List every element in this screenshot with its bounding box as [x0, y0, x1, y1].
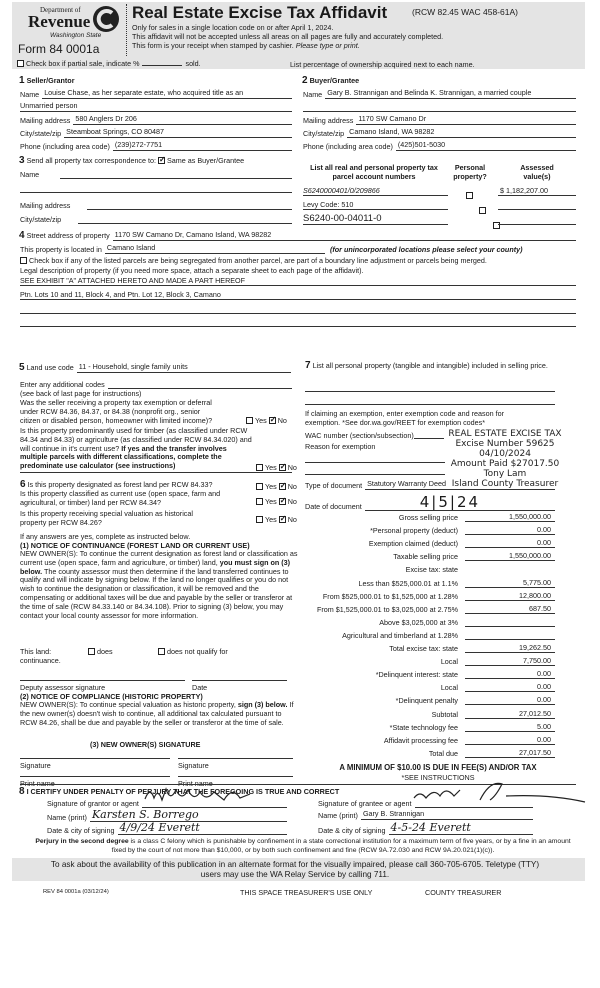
- t: The county assessor must then determine if the land transferred continues to qualify and will indicate by signing below. If the land no longer qualifies or you do not wish to continue the designation or classification, it will be removed and the compensating or additional taxes will be due and payable by the seller or transferor at the time of sale (RCW 84.33.140 or 84.34.108). Prior to signing (3) below, you may contact your local county assessor for more information.: [20, 566, 293, 620]
- yes-checkbox[interactable]: [256, 483, 263, 490]
- value: [60, 178, 292, 179]
- label: Mailing address: [303, 116, 354, 125]
- value: [415, 807, 533, 808]
- label: Date & city of signing: [47, 826, 115, 835]
- yes-checkbox[interactable]: [256, 516, 263, 523]
- section-number: 8: [19, 786, 25, 797]
- segregate-label: Check box if any of the listed parcels are being segregated from another parcel, are part of a boundary line adjustment or parcels being merged.: [29, 256, 487, 265]
- notice-continuance-text: [20, 550, 298, 620]
- fee-value[interactable]: 1,550,000.00: [465, 551, 555, 561]
- fee-label: *Delinquent penalty: [395, 696, 458, 706]
- rev-number: REV 84 0001a (03/12/24): [43, 889, 109, 895]
- corr-mailing-field[interactable]: [20, 199, 292, 210]
- section-number: 5: [19, 362, 25, 373]
- fee-value[interactable]: [465, 617, 555, 627]
- label: City/state/zip: [20, 129, 62, 138]
- fee-value[interactable]: 7,750.00: [465, 656, 555, 666]
- fee-value[interactable]: 27,017.50: [465, 748, 555, 758]
- value: Steamboat Springs, CO 80487: [64, 127, 292, 138]
- fee-label: From $1,525,000.01 to $3,025,000 at 2.75%: [316, 604, 458, 614]
- value: (425)501-5030: [396, 140, 576, 151]
- page-title: Real Estate Excise Tax Affidavit: [132, 3, 388, 22]
- correspondence-label: Send all property tax correspondence to:: [26, 156, 157, 165]
- h: value(s): [523, 172, 551, 181]
- t: NEW OWNER(S): To continue the current designation as forest land or classification as current use (open space, farm and agriculture, or timber) land,: [20, 549, 298, 567]
- corr-city-field[interactable]: [20, 213, 292, 224]
- revenue-logo: Revenue: [28, 12, 91, 31]
- header-line-1: Only for sales in a single location code on or after April 1, 2024.: [132, 23, 334, 32]
- historic-question: Is this property receiving special valuation as historical property per RCW 84.26?: [20, 509, 193, 527]
- fee-label: Total excise tax: state: [389, 644, 458, 653]
- label: Enter any additional codes: [20, 380, 105, 389]
- yes-checkbox[interactable]: [256, 464, 263, 471]
- value: 11 - Household, single family units: [77, 362, 291, 373]
- label: Name: [303, 90, 323, 99]
- yes-checkbox[interactable]: [256, 498, 263, 505]
- no-checkbox[interactable]: [269, 417, 276, 424]
- rcw-reference: (RCW 82.45 WAC 458-61A): [412, 7, 518, 17]
- signature-line[interactable]: [178, 758, 293, 759]
- value: [78, 223, 292, 224]
- fee-label: Taxable selling price: [393, 552, 458, 562]
- historic-yes-no: [256, 515, 297, 524]
- wac-label: WAC number (section/subsection): [305, 431, 414, 440]
- label: Type of document: [305, 481, 363, 490]
- fee-value[interactable]: 5.00: [465, 722, 555, 732]
- label: Date & city of signing: [318, 826, 386, 835]
- yes-checkbox[interactable]: [246, 417, 253, 424]
- fee-label: Local: [440, 657, 458, 667]
- fee-value[interactable]: [465, 630, 555, 640]
- yes-label: Yes: [265, 482, 277, 491]
- current-use-yes-no: [256, 497, 297, 506]
- fee-label: Gross selling price: [398, 513, 458, 522]
- t: you must sign on (3) below.: [20, 557, 291, 576]
- buyer-heading: [302, 75, 359, 86]
- q2b: If yes and the transfer involves multiple parcels with different classifications, complete the predominate use calculator (see instructions): [20, 443, 227, 471]
- form-number: Form 84 0001a: [18, 42, 100, 56]
- t: sign (3) below.: [237, 700, 288, 709]
- correspondence-heading: [19, 155, 244, 166]
- seller-heading-label: Seller/Grantor: [26, 76, 75, 85]
- legal-line-2[interactable]: Ptn. Lots 10 and 11, Block 4, and Ptn. Lot 12, Block 3, Camano: [20, 290, 576, 300]
- value: 4/9/24 Everett: [118, 822, 287, 835]
- fee-value[interactable]: 0.00: [465, 695, 555, 705]
- partial-sale-label: Check box if partial sale, indicate %: [26, 59, 140, 68]
- header-line-3a: This form is your receipt when stamped by cashier.: [132, 41, 296, 50]
- label: Signature of grantor or agent: [47, 799, 139, 808]
- value: (239)272-7751: [113, 140, 292, 151]
- yes-label: Yes: [265, 497, 277, 506]
- forest-yes-no: [256, 482, 297, 491]
- personal-checkbox[interactable]: [479, 207, 486, 214]
- county-treasurer: COUNTY TREASURER: [425, 888, 502, 897]
- grantee-date-field[interactable]: [318, 822, 533, 835]
- grantor-signature-icon: [140, 784, 290, 806]
- fee-label: From $525,000.01 to $1,525,000 at 1.28%: [322, 591, 458, 601]
- personal-property-line[interactable]: [305, 404, 555, 405]
- new-owner-sig-title: (3) NEW OWNER(S) SIGNATURE: [90, 740, 201, 749]
- divider: [20, 472, 292, 473]
- fee-value[interactable]: 687.50: [465, 604, 555, 614]
- segregate-row: [20, 256, 487, 265]
- sold-label: sold.: [185, 59, 201, 68]
- t: Perjury in the second degree: [35, 838, 129, 845]
- stamp-line: REAL ESTATE EXCISE TAX: [448, 429, 562, 439]
- legal-line-3[interactable]: [20, 313, 576, 314]
- fee-value[interactable]: 0.00: [465, 669, 555, 679]
- fee-value[interactable]: 27,012.50: [465, 709, 555, 719]
- signature-label: Signature: [178, 761, 209, 770]
- no-label: No: [287, 497, 297, 506]
- value: 1170 SW Camano Dr: [356, 114, 576, 125]
- dept-of: Department of: [40, 6, 81, 14]
- header-line-3b: Please type or print.: [295, 41, 360, 50]
- label: Mailing address: [20, 201, 71, 210]
- h: Assessed: [520, 163, 554, 172]
- label: City/state/zip: [20, 215, 62, 224]
- located-in-field[interactable]: [20, 243, 325, 254]
- does-not-label: does not qualify for: [167, 647, 228, 656]
- deputy-date-label: Date: [192, 683, 208, 692]
- seller-name-2-field[interactable]: [20, 101, 292, 112]
- value: Camano Island, WA 98282: [347, 127, 576, 138]
- exemption-question: Was the seller receiving a property tax exemption or deferral under RCW 84.36, 84.37, or 84.38 (nonprofit org., senior citizen or disabled person, homeowner with limited income)?: [20, 398, 213, 425]
- value: Louise Chase, as her separate estate, who acquired title as an: [42, 88, 292, 99]
- does-not-checkbox[interactable]: [158, 648, 165, 655]
- fee-label: Less than $525,000.01 at 1.1%: [358, 578, 458, 588]
- label: Land use code: [26, 363, 74, 372]
- no-checkbox[interactable]: [279, 516, 286, 523]
- minimum-due: A MINIMUM OF $10.00 IS DUE IN FEE(S) AND/OR TAX: [339, 763, 537, 772]
- stamp-line: 04/10/2024: [479, 449, 531, 459]
- fee-label: Above $3,025,000 at 3%: [379, 617, 458, 627]
- parcel-col-header: [303, 163, 445, 181]
- print-name-label: Print name: [178, 779, 213, 788]
- fee-label: *Personal property (deduct): [370, 526, 458, 536]
- yes-label: Yes: [265, 515, 277, 524]
- document-date-field[interactable]: [305, 497, 555, 511]
- no-label: No: [277, 416, 287, 425]
- value: Statutory Warranty Deed: [365, 479, 555, 490]
- label: Phone (including area code): [20, 142, 110, 151]
- q2-yes-no: [256, 463, 297, 472]
- value: Gary B. Strannigan: [361, 809, 533, 820]
- buyer-mailing-field[interactable]: [303, 114, 576, 125]
- value: [142, 807, 287, 808]
- header-line-3: [132, 41, 360, 50]
- seller-mailing-field[interactable]: [20, 114, 292, 125]
- label: Phone (including area code): [303, 142, 393, 151]
- signature-line[interactable]: [20, 758, 170, 759]
- t: List all personal property (tangible and intangible) included in selling price.: [312, 361, 548, 370]
- fee-label: Excise tax: state: [405, 565, 458, 575]
- fee-value[interactable]: 5,775.00: [465, 578, 555, 588]
- label: Name: [20, 90, 40, 99]
- section-number: 2: [302, 75, 308, 86]
- corr-name-field[interactable]: [20, 168, 292, 179]
- print-name-label: Print name: [20, 779, 55, 788]
- print-name-line[interactable]: [178, 776, 293, 777]
- personal-col-header: [450, 163, 490, 181]
- personal-property-line[interactable]: [305, 391, 555, 392]
- buyer-name-2-line[interactable]: [303, 111, 576, 112]
- see-instructions: *SEE INSTRUCTIONS: [401, 773, 475, 782]
- fee-label: *State technology fee: [389, 722, 458, 732]
- continuance-label: continuance.: [20, 656, 61, 665]
- if-yes-note: If any answers are yes, complete as instructed below.: [20, 532, 191, 541]
- does-checkbox[interactable]: [88, 648, 95, 655]
- yes-label: Yes: [255, 416, 267, 425]
- value: 4-5-24 Everett: [389, 822, 533, 835]
- does-not-option: [158, 647, 228, 656]
- document-type-field[interactable]: [305, 479, 555, 490]
- treasurer-use: THIS SPACE TREASURER'S USE ONLY: [240, 888, 373, 897]
- h: property?: [453, 172, 487, 181]
- stamp-line: Excise Number 59625: [455, 439, 555, 449]
- t: I CERTIFY UNDER PENALTY OF PERJURY THAT THE FOREGOING IS TRUE AND CORRECT: [26, 787, 340, 796]
- corr-name-2-line[interactable]: [20, 192, 292, 193]
- reason-line[interactable]: [305, 462, 445, 463]
- personal-property-label: [305, 362, 555, 371]
- grantee-signature-icon: [410, 776, 590, 806]
- q2a: Is this property predominantly used for timber (as classified under RCW 84.34 and 84.33) or agriculture (as classified under RCW 84.34.020) and will continue in it's current use?: [20, 426, 252, 453]
- label: Mailing address: [20, 116, 71, 125]
- section-number: 6: [20, 479, 26, 490]
- header-line-2: This affidavit will not be accepted unless all areas on all pages are fully and accurately completed.: [132, 32, 444, 41]
- label: Name (print): [47, 813, 87, 822]
- section-number: 7: [305, 360, 311, 371]
- grantee-name-field[interactable]: [318, 809, 533, 820]
- assessed-col-header: [498, 163, 576, 181]
- value: Unmarried person: [20, 101, 292, 112]
- section-number: 3: [19, 155, 25, 166]
- value: [87, 209, 292, 210]
- assessed-value[interactable]: [498, 200, 576, 210]
- legal-line-1[interactable]: SEE EXHIBIT "A" ATTACHED HERETO AND MADE A PART HEREOF: [20, 276, 576, 286]
- assessed-value[interactable]: $ 1,182,207.00: [498, 186, 576, 196]
- fee-value[interactable]: 12,800.00: [465, 591, 555, 601]
- parcel-row[interactable]: Levy Code: 510: [303, 200, 448, 210]
- land-use-field[interactable]: [19, 362, 291, 373]
- section-number: 1: [19, 75, 25, 86]
- no-label: No: [287, 515, 297, 524]
- accessibility-notice: To ask about the availability of this publication in an alternate format for the visually impaired, please call 360-705-6705. Teletype (TTY) users may use the WA Relay Service by calling 711.: [50, 860, 540, 879]
- deputy-date-line[interactable]: [192, 680, 287, 681]
- reason-label: Reason for exemption: [305, 442, 376, 451]
- buyer-city-field[interactable]: [303, 127, 576, 138]
- label: Name: [20, 170, 40, 179]
- personal-checkbox[interactable]: [466, 192, 473, 199]
- washington-state: Washington State: [50, 32, 102, 39]
- buyer-heading-label: Buyer/Grantee: [309, 76, 360, 85]
- legal-line-4[interactable]: [20, 326, 576, 327]
- grantor-date-field[interactable]: [47, 822, 287, 835]
- same-as-buyer-checkbox[interactable]: [158, 157, 165, 164]
- h: parcel account numbers: [332, 172, 416, 181]
- fee-label: Agricultural and timberland at 1.28%: [342, 630, 458, 640]
- yes-label: Yes: [265, 463, 277, 472]
- fee-value[interactable]: 0.00: [465, 538, 555, 548]
- stamp-line: Island County Treasurer: [451, 479, 559, 489]
- t: If the new owner(s) doesn't wish to continue, all additional tax calculated pursuant to RCW 84.26, shall be due and payable by the seller or transferor at the time of sale.: [20, 700, 294, 727]
- notice-compliance-title: (2) NOTICE OF COMPLIANCE (HISTORIC PROPERTY): [20, 692, 203, 701]
- timber-question: [20, 427, 252, 471]
- no-checkbox[interactable]: [279, 498, 286, 505]
- legal-label: Legal description of property (if you need more space, attach a separate sheet to each page of the affidavit).: [20, 266, 364, 275]
- perjury-notice: [28, 838, 578, 855]
- label: Street address of property: [26, 231, 110, 240]
- partial-percent-field[interactable]: [142, 65, 182, 66]
- seller-city-field[interactable]: [20, 127, 292, 138]
- deputy-label: Deputy assessor signature: [20, 683, 106, 692]
- current-use-question: Is this property classified as current use (open space, farm and agricultural, or timber) land per RCW 84.34?: [20, 489, 221, 507]
- reason-line-2[interactable]: [305, 474, 445, 475]
- fee-value[interactable]: 0.00: [465, 735, 555, 745]
- q1-yes-no: [246, 416, 287, 425]
- fee-label: Exemption claimed (deduct): [368, 539, 458, 549]
- label: Name (print): [318, 811, 358, 820]
- exemption-note: If claiming an exemption, enter exemption code and reason for exemption. *See dor.wa.gov/REET for exemption codes*: [305, 409, 504, 427]
- fee-value[interactable]: 1,550,000.00: [465, 512, 555, 522]
- seller-heading: [19, 75, 75, 86]
- same-as-buyer-label: Same as Buyer/Grantee: [167, 156, 245, 165]
- street-address-field[interactable]: [19, 230, 576, 241]
- buyer-phone-field[interactable]: [303, 140, 576, 151]
- label: City/state/zip: [303, 129, 345, 138]
- notice-compliance-text: [20, 701, 298, 727]
- t: is a class C felony which is punishable by confinement in a state correctional institution for a maximum term of five years, or by a fine in an amount fixed by the court of not more than $10,000, or by both such confinement and fine (RCW 9A.72.030 and RCW 9A.20.021(1)(c)).: [111, 838, 571, 854]
- partial-sale: [17, 59, 201, 68]
- value: 1170 SW Camano Dr, Camano Island, WA 98282: [113, 230, 576, 241]
- value: Gary B. Strannigan and Belinda K. Strannigan, a married couple: [325, 88, 576, 99]
- this-land-label: This land:: [20, 647, 52, 656]
- no-checkbox[interactable]: [279, 464, 286, 471]
- stamp-line: Tony Lam: [483, 469, 527, 479]
- signature-label: Signature: [20, 761, 51, 770]
- additional-codes-note: (see back of last page for instructions): [20, 389, 142, 398]
- fee-value[interactable]: 19,262.50: [465, 643, 555, 653]
- value: Karsten S. Borrego: [90, 809, 287, 822]
- t: NEW OWNER(S): To continue special valuation as historic property,: [20, 700, 238, 709]
- partial-sale-checkbox[interactable]: [17, 60, 24, 67]
- fee-label: *Delinquent interest: state: [375, 670, 458, 680]
- seller-phone-field[interactable]: [20, 140, 292, 151]
- fee-label: Local: [440, 683, 458, 693]
- value: Camano Island: [105, 243, 325, 254]
- fee-label: Subtotal: [431, 709, 458, 719]
- buyer-name-field[interactable]: [303, 88, 576, 99]
- assessed-value[interactable]: [498, 215, 576, 225]
- label: Signature of grantee or agent: [318, 799, 412, 808]
- stamp-line: Amount Paid $27017.50: [450, 459, 560, 469]
- parcel-row[interactable]: S6240-00-04011-0: [303, 213, 448, 225]
- print-name-line[interactable]: [20, 776, 170, 777]
- segregate-checkbox[interactable]: [20, 257, 27, 264]
- parcel-row[interactable]: S6240000401/0/209866: [303, 186, 448, 196]
- additional-codes-field[interactable]: [20, 378, 292, 389]
- fee-label: Affidavit processing fee: [383, 735, 458, 745]
- fee-value[interactable]: 0.00: [465, 525, 555, 535]
- notice-continuance-title: (1) NOTICE OF CONTINUANCE (FOREST LAND OR CURRENT USE): [20, 541, 250, 550]
- does-option: [88, 647, 113, 656]
- fee-value[interactable]: 0.00: [465, 682, 555, 692]
- label: This property is located in: [20, 245, 102, 254]
- value: 4|5|24: [365, 495, 555, 511]
- header-divider: [126, 4, 127, 56]
- label: Date of document: [305, 502, 362, 511]
- located-note: (for unincorporated locations please select your county): [330, 245, 523, 254]
- value: 580 Anglers Dr 206: [73, 114, 292, 125]
- no-checkbox[interactable]: [279, 483, 286, 490]
- does-label: does: [97, 647, 113, 656]
- seller-name-field[interactable]: [20, 88, 292, 99]
- h: List all real and personal property tax: [310, 163, 438, 172]
- dor-logo-icon: [90, 4, 122, 34]
- fee-label: Total due: [428, 748, 458, 758]
- h: Personal: [454, 163, 486, 172]
- ownership-note: List percentage of ownership acquired next to each name.: [290, 60, 475, 69]
- q: Is this property designated as forest land per RCW 84.33?: [27, 480, 213, 489]
- deputy-signature-line[interactable]: [20, 680, 185, 681]
- no-label: No: [287, 482, 297, 491]
- no-label: No: [287, 463, 297, 472]
- grantor-name-field[interactable]: [47, 809, 287, 822]
- section-number: 4: [19, 230, 25, 241]
